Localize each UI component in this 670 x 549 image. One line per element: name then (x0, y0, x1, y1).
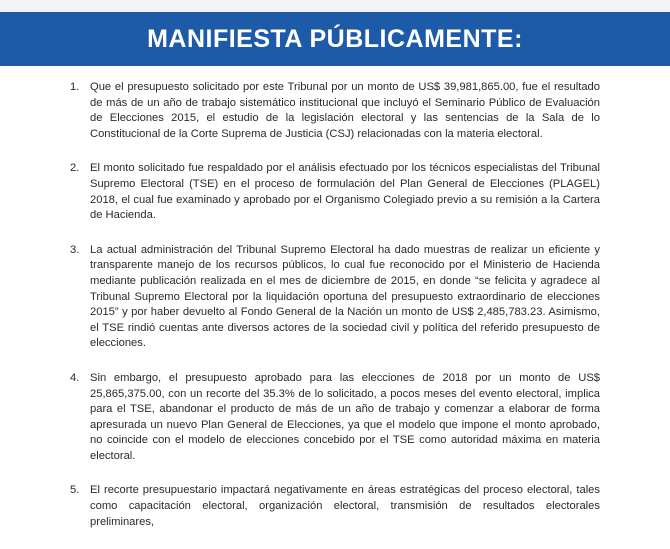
top-strip (0, 0, 670, 12)
item-number: 2. (70, 162, 80, 175)
statement-list (70, 80, 600, 549)
list-item (70, 483, 600, 530)
banner-title: MANIFIESTA PÚBLICAMENTE: (147, 24, 523, 53)
item-text: El monto solicitado fue respaldado por el análisis efectuado por los técnicos especialistas del Tribunal Supremo Electoral (TSE) en el proceso de formulación del Plan General de Elecciones (PLAGEL) 2018, el cual fue examinado y aprobado por el Organismo Colegiado previo a su remisión a la Cartera de Hacienda. (90, 162, 600, 222)
item-number: 4. (70, 371, 80, 384)
list-item (70, 371, 600, 465)
item-number: 1. (70, 81, 80, 93)
item-text: Sin embargo, el presupuesto aprobado para las elecciones de 2018 por un monto de US$ 25,865,375.00, con un recorte del 35.3% de lo solicitado, a pocos meses del evento electoral, implica para el TSE, abandonar el producto de más de un año de trabajo y comenzar a elaborar de forma apresurada un nuevo Plan General de Elecciones, ya que el modelo que impone el monto aprobado, no coincide con el modelo de elecciones concebido por el TSE como autoridad máxima en materia electoral. (90, 371, 600, 462)
item-text: La actual administración del Tribunal Supremo Electoral ha dado muestras de realizar un eficiente y transparente manejo de los recursos públicos, lo cual fue reconocido por el Ministerio de Hacienda mediante publicación realizada en el mes de diciembre de 2015, en donde “se felicita y agradece al Tribunal Supremo Electoral por la liquidación oportuna del presupuesto extraordinario de elecciones 2015” y por haber devuelto al Fondo General de la Nación un monto de US$ 2,485,783.23. Asimismo, el TSE rindió cuentas ante diversos actores de la sociedad civil y política del referido presupuesto de elecciones. (90, 243, 600, 350)
list-item (70, 80, 600, 142)
item-number: 3. (70, 243, 80, 256)
item-number: 5. (70, 484, 80, 497)
item-text: El recorte presupuestario impactará negativamente en áreas estratégicas del proceso electoral, tales como capacitación electoral, organización electoral, transmisión de resultados electorales preliminares, (90, 484, 600, 528)
header-banner (0, 12, 670, 66)
list-item (70, 161, 600, 223)
item-text: Que el presupuesto solicitado por este Tribunal por un monto de US$ 39,981,865.00, fue el resultado de más de un año de trabajo sistemático institucional que incluyó el Seminario Público de Evaluación de Elecciones 2015, el estudio de la legislación electoral y las sentencias de la Sala de lo Constitucional de la Corte Suprema de Justicia (CSJ) relacionadas con la materia electoral. (90, 81, 600, 140)
list-item (70, 243, 600, 352)
